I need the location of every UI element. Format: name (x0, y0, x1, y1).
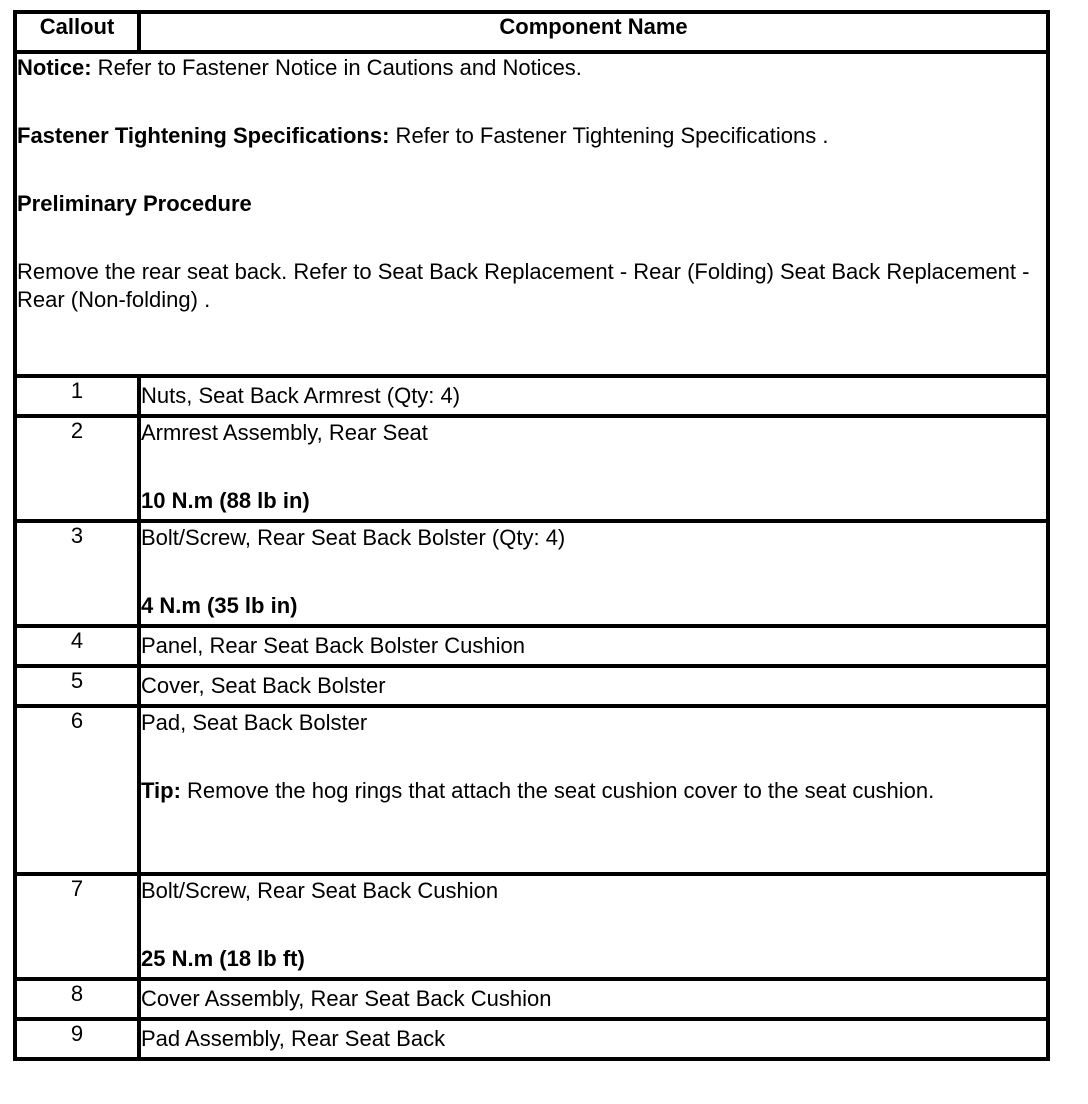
component-name: Armrest Assembly, Rear Seat (141, 420, 428, 445)
preliminary-heading-paragraph (17, 190, 1046, 218)
table-row (15, 979, 1048, 1019)
callout-cell: 9 (15, 1019, 139, 1059)
component-name-cell: Nuts, Seat Back Armrest (Qty: 4) (139, 376, 1048, 416)
tip-label: Tip: (141, 778, 181, 803)
callout-cell: 3 (15, 521, 139, 626)
table-row (15, 1019, 1048, 1059)
fastener-spec-paragraph (17, 122, 1046, 150)
fastener-spec-label: Fastener Tightening Specifications: (17, 123, 390, 148)
callout-cell: 4 (15, 626, 139, 666)
header-component-name: Component Name (139, 12, 1048, 52)
component-name-cell (139, 521, 1048, 626)
table-row (15, 626, 1048, 666)
component-name: Bolt/Screw, Rear Seat Back Cushion (141, 878, 499, 903)
callout-cell: 8 (15, 979, 139, 1019)
torque-spec: 10 N.m (88 lb in) (141, 488, 310, 513)
component-name-cell: Cover Assembly, Rear Seat Back Cushion (139, 979, 1048, 1019)
header-callout: Callout (15, 12, 139, 52)
callout-cell: 7 (15, 874, 139, 979)
component-name: Pad, Seat Back Bolster (141, 710, 368, 735)
notice-label: Notice: (17, 55, 92, 80)
component-name-cell (139, 706, 1048, 874)
callout-cell: 2 (15, 416, 139, 521)
table-row (15, 376, 1048, 416)
table-row (15, 416, 1048, 521)
component-name: Bolt/Screw, Rear Seat Back Bolster (Qty: 4) (141, 525, 566, 550)
component-name-cell: Pad Assembly, Rear Seat Back (139, 1019, 1048, 1059)
procedure-paragraph (17, 258, 1046, 314)
notice-paragraph (17, 54, 1046, 82)
torque-spec: 4 N.m (35 lb in) (141, 593, 298, 618)
preliminary-heading: Preliminary Procedure (17, 191, 252, 216)
component-name-cell: Cover, Seat Back Bolster (139, 666, 1048, 706)
component-table (13, 10, 1050, 1061)
tip-note (141, 776, 1046, 805)
intro-cell (15, 52, 1048, 376)
table-row (15, 706, 1048, 874)
component-name-cell: Panel, Rear Seat Back Bolster Cushion (139, 626, 1048, 666)
notice-text: Refer to Fastener Notice in Cautions and Notices. (91, 55, 582, 80)
fastener-spec-text: Refer to Fastener Tightening Specifications . (389, 123, 829, 148)
callout-cell: 6 (15, 706, 139, 874)
component-name-cell (139, 416, 1048, 521)
table-row (15, 521, 1048, 626)
procedure-text: Remove the rear seat back. Refer to Seat Back Replacement - Rear (Folding) Seat Back Replacement - Rear (Non-folding) . (17, 259, 1030, 312)
tip-text: Remove the hog rings that attach the seat cushion cover to the seat cushion. (180, 778, 935, 803)
callout-cell: 5 (15, 666, 139, 706)
component-table-container (13, 10, 1046, 1061)
header-row (15, 12, 1048, 52)
torque-spec: 25 N.m (18 lb ft) (141, 946, 305, 971)
intro-row (15, 52, 1048, 376)
table-row (15, 666, 1048, 706)
callout-cell: 1 (15, 376, 139, 416)
component-name-cell (139, 874, 1048, 979)
table-row (15, 874, 1048, 979)
